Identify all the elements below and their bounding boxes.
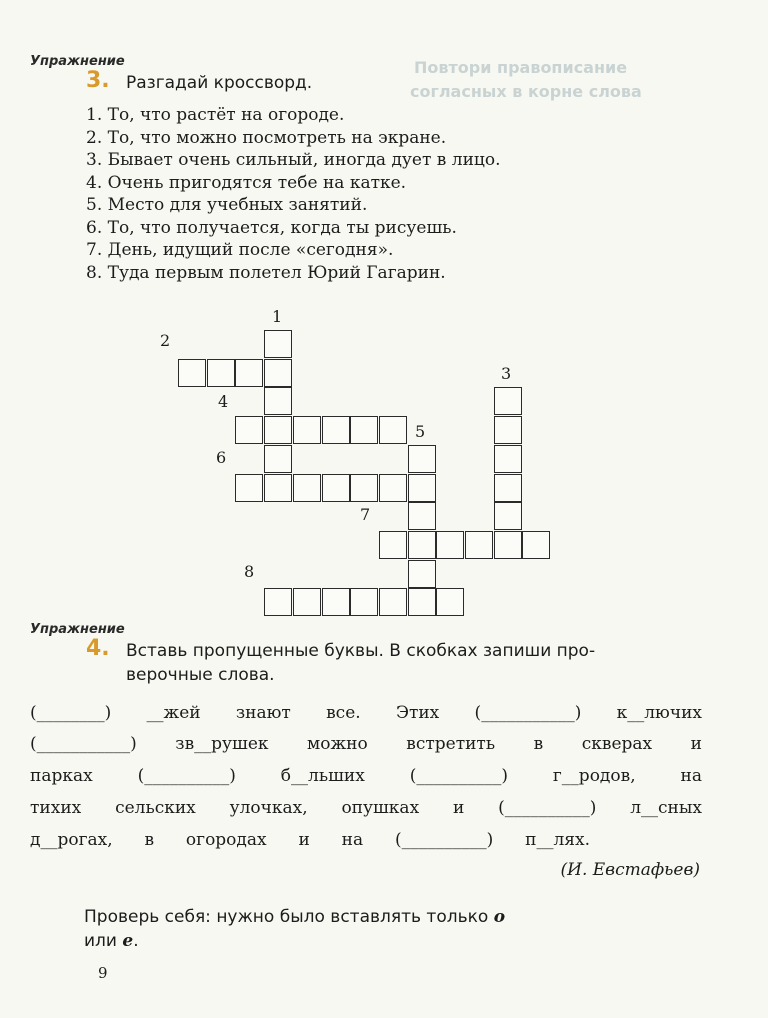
bleed-through-heading-2: согласных в корне слова [410,82,642,101]
crossword-cell[interactable] [178,359,206,387]
crossword-cell[interactable] [379,474,407,502]
crossword-cell[interactable] [494,416,522,444]
crossword-cell[interactable] [436,531,464,559]
crossword-cell[interactable] [408,474,436,502]
crossword-number-1: 1 [272,307,283,326]
self-check-line-2 [84,928,139,954]
crossword-number-6: 6 [216,448,227,467]
clue-4: 4. Очень пригодятся тебе на катке. [86,172,407,193]
crossword-cell[interactable] [494,474,522,502]
crossword-cell[interactable] [322,588,350,616]
crossword-number-8: 8 [244,562,255,581]
crossword-cell[interactable] [350,416,378,444]
crossword-cell[interactable] [379,588,407,616]
crossword-number-3: 3 [501,364,512,383]
crossword-cell[interactable] [494,531,522,559]
crossword-cell[interactable] [465,531,493,559]
text-line-5: д__рогах, в огородах и на (__________) п__лях. [30,830,590,850]
self-check-end: . [133,931,139,951]
clue-3: 3. Бывает очень сильный, иногда дует в лицо. [86,150,501,170]
crossword-number-5: 5 [415,422,426,441]
crossword-cell[interactable] [264,330,292,358]
crossword-cell[interactable] [494,387,522,415]
crossword-cell[interactable] [293,416,321,444]
self-check-letter-e: е [122,931,134,951]
exercise-3-title: Разгадай кроссворд. [126,73,313,93]
clue-6: 6. То, что получается, когда ты рисуешь. [86,217,457,238]
crossword-cell[interactable] [408,531,436,559]
crossword-number-4: 4 [218,392,229,411]
self-check-or: или [84,931,117,951]
clue-5: 5. Место для учебных занятий. [86,195,368,215]
crossword-cell[interactable] [494,502,522,530]
crossword-cell[interactable] [264,359,292,387]
crossword-cell[interactable] [408,445,436,473]
crossword-cell[interactable] [350,474,378,502]
crossword-number-7: 7 [360,505,371,524]
crossword-cell[interactable] [264,445,292,473]
text-line-3: парках (__________) б__льших (__________) г__родов, на [30,766,702,786]
crossword-cell[interactable] [522,531,550,559]
clue-1: 1. То, что растёт на огороде. [86,105,345,125]
crossword-cell[interactable] [235,359,263,387]
self-check-prefix: Проверь себя: нужно было вставлять только [84,907,489,927]
crossword-cell[interactable] [264,588,292,616]
clue-8: 8. Туда первым полетел Юрий Гагарин. [86,262,446,283]
text-line-2: (___________) зв__рушек можно встретить в скверах и [30,734,702,754]
page-number: 9 [98,964,108,982]
exercise-4-number: 4. [86,636,110,661]
crossword-cell[interactable] [322,474,350,502]
crossword-cell[interactable] [293,588,321,616]
crossword-cell[interactable] [494,445,522,473]
crossword-cell[interactable] [207,359,235,387]
exercise-4-title-line-1: Вставь пропущенные буквы. В скобках запиши про- [126,641,596,661]
crossword-cell[interactable] [264,416,292,444]
crossword-cell[interactable] [322,416,350,444]
exercise-3-number: 3. [86,68,110,93]
crossword-number-2: 2 [160,331,171,350]
text-line-4: тихих сельских улочках, опушках и (__________) л__сных [30,798,702,818]
crossword-cell[interactable] [379,531,407,559]
author-attribution: (И. Евстафьев) [560,860,700,880]
exercise-3-label: Упражнение [30,54,125,69]
clue-7: 7. День, идущий после «сегодня». [86,240,394,260]
crossword-cell[interactable] [350,588,378,616]
text-line-1: (________) __жей знают все. Этих (___________) к__лючих [30,703,702,723]
crossword-cell[interactable] [264,387,292,415]
crossword-cell[interactable] [264,474,292,502]
crossword-cell[interactable] [436,588,464,616]
clue-2: 2. То, что можно посмотреть на экране. [86,127,447,148]
crossword-cell[interactable] [408,588,436,616]
crossword-cell[interactable] [235,474,263,502]
exercise-4-label: Упражнение [30,622,125,637]
crossword-cell[interactable] [408,560,436,588]
crossword-cell[interactable] [408,502,436,530]
self-check-letter-o: о [493,907,506,927]
bleed-through-heading-1: Повтори правописание [414,58,628,77]
exercise-4-title-line-2: верочные слова. [126,665,275,685]
crossword-clues [86,104,500,284]
self-check-line-1 [84,904,505,930]
crossword-cell[interactable] [235,416,263,444]
crossword-cell[interactable] [293,474,321,502]
crossword-cell[interactable] [379,416,407,444]
